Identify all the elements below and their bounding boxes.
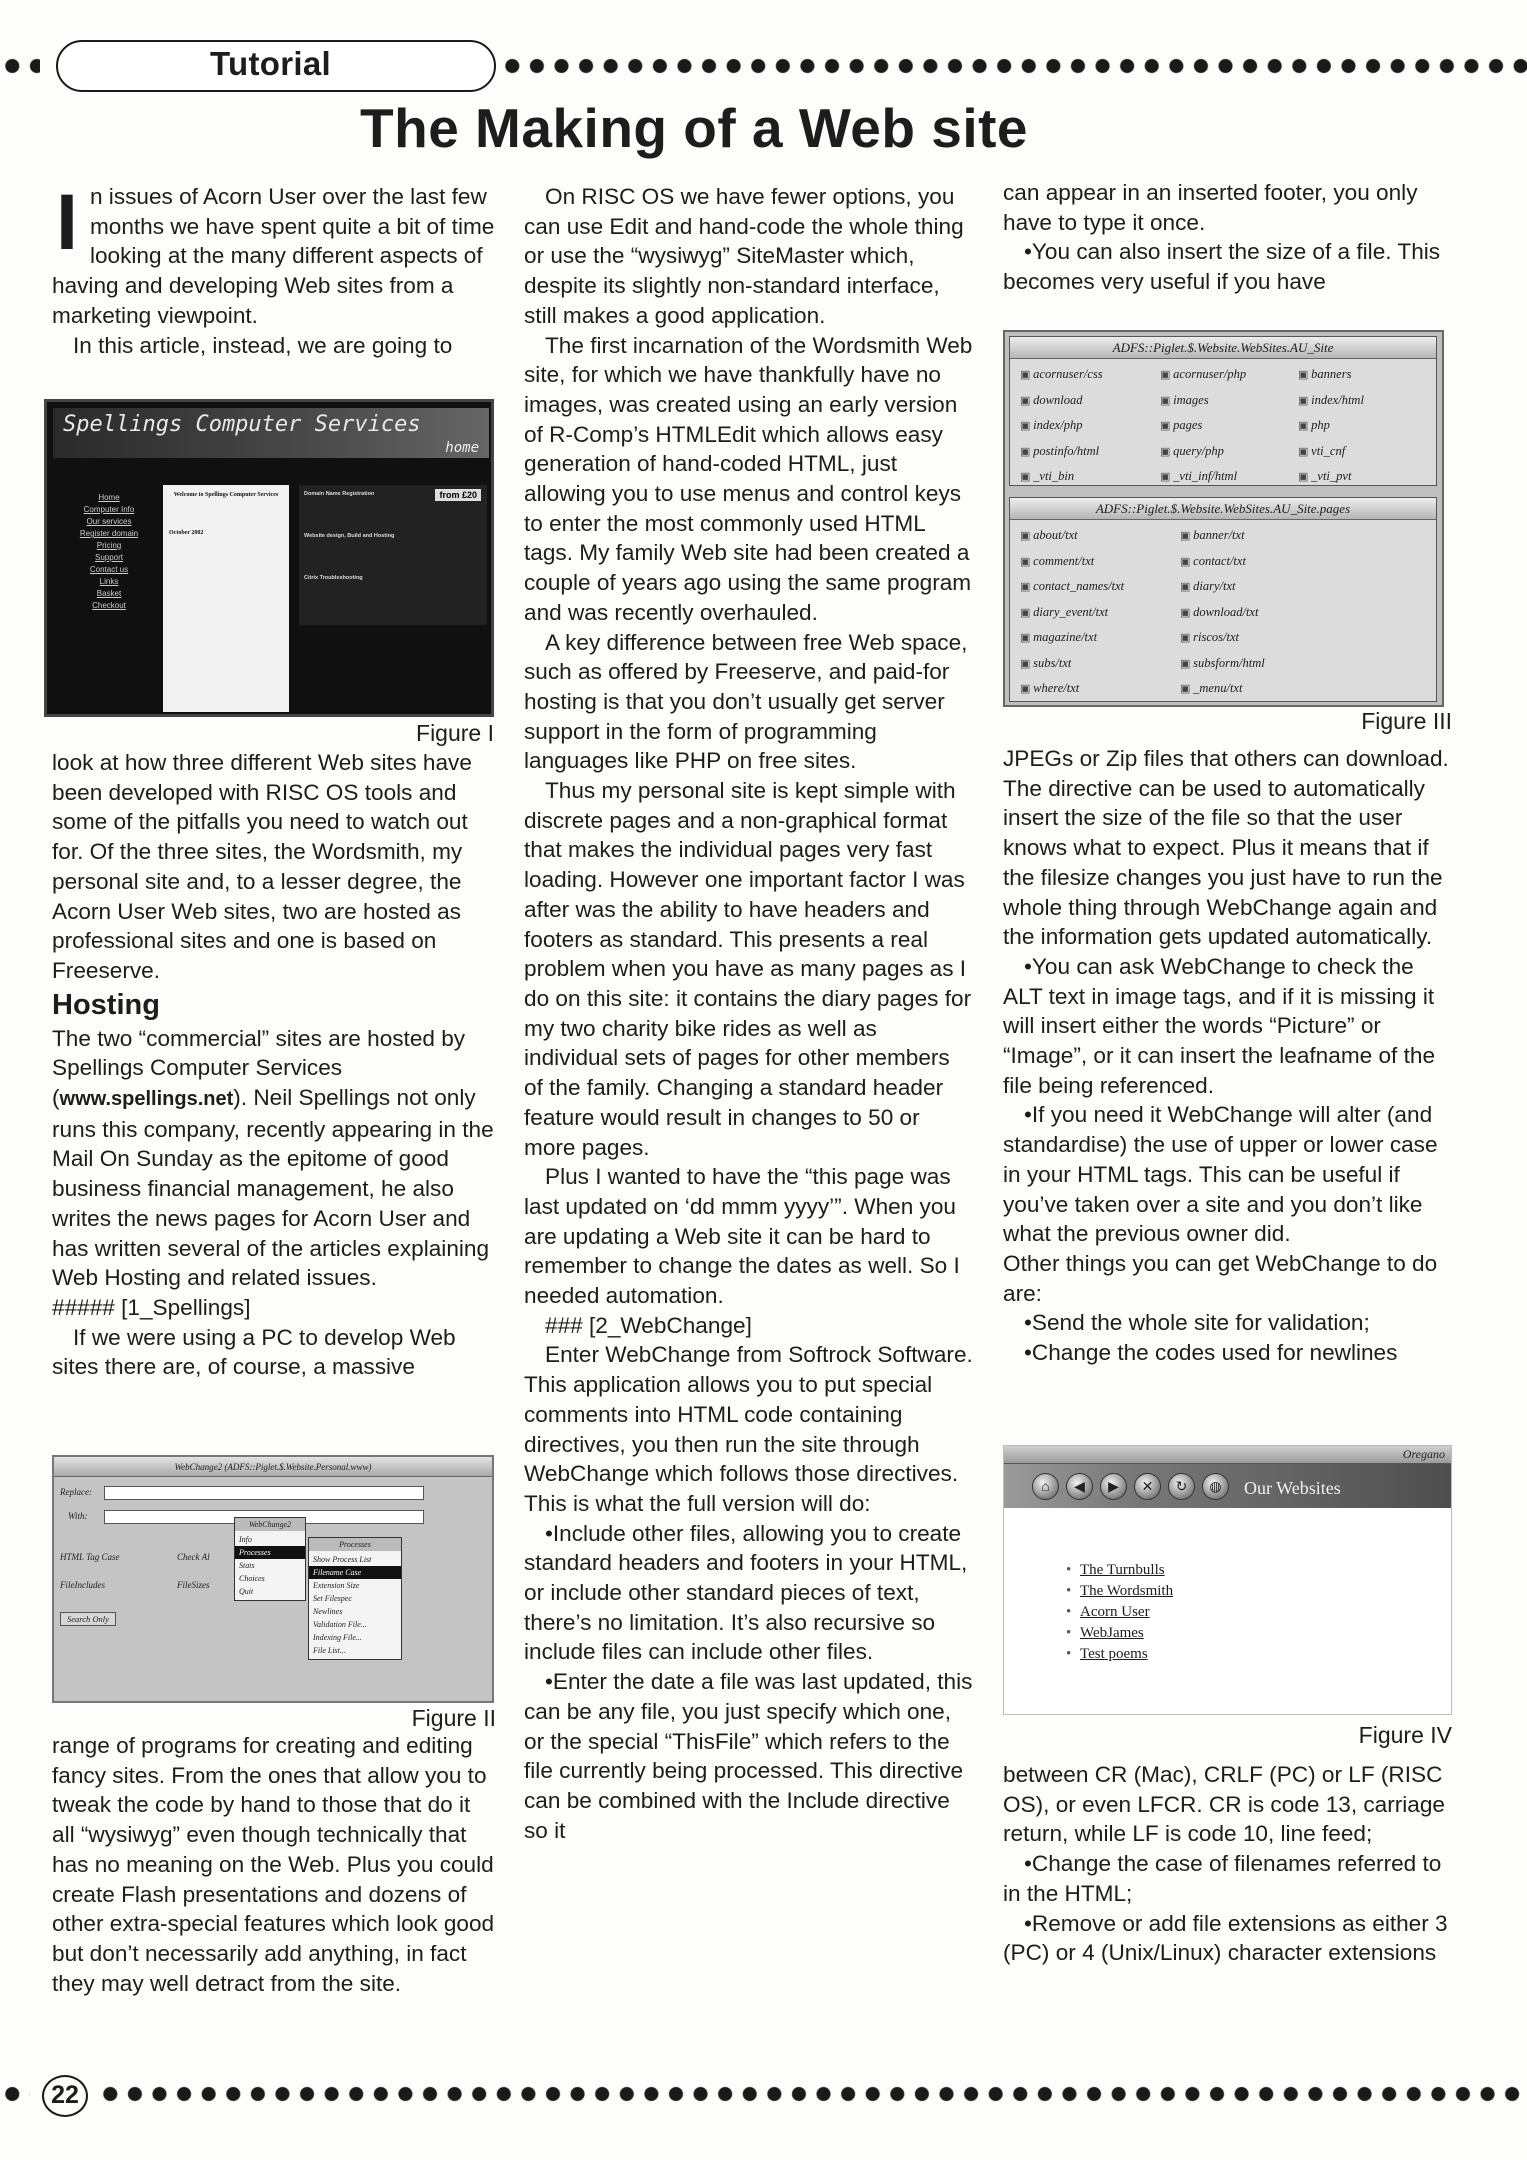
file-icon-item: ▣ php xyxy=(1298,413,1428,439)
website-link: • Test poems xyxy=(1066,1644,1173,1665)
menu-item: File List... xyxy=(313,1646,346,1655)
drop-cap: I xyxy=(56,182,78,266)
file-icon-item: ▣ index/php xyxy=(1020,413,1160,439)
menu-item: Indexing File... xyxy=(313,1633,362,1642)
marker: ##### [1_Spellings] xyxy=(52,1294,251,1320)
column-1-bottom xyxy=(52,1731,497,2031)
menu-item: Stats xyxy=(239,1561,255,1570)
column-3-top xyxy=(1003,178,1453,298)
processes-menu xyxy=(308,1537,402,1660)
file-icon-item: ▣ _vti_inf/html xyxy=(1160,464,1298,490)
file-icon-item: ▣ comment/txt xyxy=(1020,549,1180,575)
site-banner-title: Spellings Computer Services xyxy=(63,412,421,437)
heading-hosting: Hosting xyxy=(52,988,160,1021)
file-icon-item: ▣ subs/txt xyxy=(1020,651,1180,677)
home-icon: ⌂ xyxy=(1032,1473,1059,1500)
bullet-paragraph: •Send the whole site for validation; xyxy=(1024,1310,1370,1336)
file-icon-item: ▣ riscos/txt xyxy=(1180,625,1380,651)
site-nav-item: Contact us xyxy=(89,565,129,574)
paragraph: can appear in an inserted footer, you only have to type it once. xyxy=(1003,180,1418,235)
intro-paragraph: In issues of Acorn User over the last few months we have spent quite a bit of time looking at the many different aspects of having and developing Web sites from a marketing viewpoint. xyxy=(52,182,495,328)
site-price-badge: from £20 xyxy=(435,489,481,501)
option-label: FileIncludes xyxy=(60,1580,105,1590)
menu-item: Quit xyxy=(239,1587,254,1596)
site-nav-item: Support xyxy=(94,553,124,562)
file-icon-item: ▣ banner/txt xyxy=(1180,523,1380,549)
search-only-button: Search Only xyxy=(60,1612,116,1626)
bullet-paragraph: •Include other files, allowing you to create standard headers and footers in your HTML, or include other standard pieces of text, there’s no limitation. It’s also recursive so include files can include other files. xyxy=(524,1520,968,1665)
paragraph: Thus my personal site is kept simple with discrete pages and a non-graphical format that makes the individual pages very fast loading. However one important factor I was after was the ability to have headers and footers as standard. This presents a real problem when you have as many pages as I do on this site: it contains the diary pages for my two charity bike rides as well as individual sets of pages for other members of the family. Changing a standard header feature would result in changes to 50 or more pages. xyxy=(524,778,972,1160)
globe-icon: ◍ xyxy=(1202,1473,1229,1500)
browser-name: Oregano xyxy=(1402,1447,1445,1461)
browser-titlebar xyxy=(1004,1446,1451,1464)
bullet-paragraph: •You can also insert the size of a file. This becomes very useful if you have xyxy=(1003,239,1441,295)
bullet-paragraph: •If you need it WebChange will alter (and standardise) the use of upper or lower case in your HTML tags. This can be useful if you’ve taken over a site and you don’t like what the previous owner did. xyxy=(1003,1102,1438,1247)
file-icon-item: ▣ contact/txt xyxy=(1180,549,1380,575)
site-home-label: home xyxy=(445,440,479,456)
figure-3-caption: Figure III xyxy=(1361,708,1452,734)
url-link: www.spellings.net xyxy=(59,1088,234,1111)
paragraph: JPEGs or Zip files that others can download. The directive can be used to automatically insert the size of the file so that the user knows what to expect. Plus it means that if the filesize changes you just have to run the whole thing through WebChange again and the information gets updated automatically. xyxy=(1003,746,1449,950)
paragraph: between CR (Mac), CRLF (PC) or LF (RISC OS), or even LFCR. CR is code 13, carriage return, while LF is code 10, line feed; xyxy=(1003,1762,1446,1847)
site-nav-item: Basket xyxy=(96,589,122,598)
page-number: 22 xyxy=(42,2075,88,2117)
paragraph: Enter WebChange from Softrock Software. This application allows you to put special comments into HTML code containing directives, you then run the site through WebChange which follows those directives. This is what the full version will do: xyxy=(524,1342,973,1516)
marker: ### [2_WebChange] xyxy=(545,1312,752,1338)
site-service-heading: Website design, Build and Hosting xyxy=(304,533,395,539)
file-icon-item: ▣ _vti_bin xyxy=(1020,464,1160,490)
back-icon: ◀ xyxy=(1066,1473,1093,1500)
replace-label: Replace: xyxy=(60,1487,92,1497)
site-nav-item: Our services xyxy=(86,517,132,526)
file-icon-item: ▣ diary_event/txt xyxy=(1020,600,1180,626)
filer-window-title: ADFS::Piglet.$.Website.WebSites.AU_Site xyxy=(1010,337,1436,359)
header-dots-right xyxy=(500,57,1527,75)
bullet-paragraph: •You can ask WebChange to check the ALT text in image tags, and if it is missing it will insert either the words “Picture” or “Image”, or it can insert the leafname of the file being referenced. xyxy=(1003,953,1436,1098)
file-icon-item: ▣ download xyxy=(1020,388,1160,414)
bullet-paragraph: •Remove or add file extensions as either 3 (PC) or 4 (Unix/Linux) character extensions xyxy=(1003,1910,1448,1966)
menu-item: Info xyxy=(239,1535,252,1544)
file-icon-item: ▣ diary/txt xyxy=(1180,574,1380,600)
paragraph: range of programs for creating and editing fancy sites. From the ones that allow you to tweak the code by hand to those that do it all “wysiwyg” even though technically that has no meaning on the Web. Plus you could create Flash presentations and dozens of other extra-special features which look good but don’t necessarily add anything, in fact they may well detract from the site. xyxy=(52,1733,495,1996)
file-icon-item: ▣ pages xyxy=(1160,413,1298,439)
footer-dots-left xyxy=(0,2085,30,2103)
menu-item: Extension Size xyxy=(313,1581,360,1590)
file-icon-item: ▣ acornuser/css xyxy=(1020,362,1160,388)
stop-icon: ✕ xyxy=(1134,1473,1161,1500)
site-welcome-heading: Welcome to Spellings Computer Services xyxy=(173,492,279,498)
file-grid xyxy=(1010,520,1436,705)
site-nav xyxy=(59,492,159,692)
file-icon-item: ▣ about/txt xyxy=(1020,523,1180,549)
website-link: • Acorn User xyxy=(1066,1602,1173,1623)
figure-1-screenshot xyxy=(44,399,494,717)
site-nav-item: Links xyxy=(99,577,119,586)
menu-title: Processes xyxy=(309,1538,401,1551)
paragraph: If we were using a PC to develop Web sites there are, of course, a massive xyxy=(52,1324,456,1380)
figure-4-caption: Figure IV xyxy=(1358,1722,1452,1748)
menu-item: Choices xyxy=(239,1574,265,1583)
file-icon-item: ▣ _vti_pvt xyxy=(1298,464,1428,490)
bullet-paragraph: •Change the codes used for newlines xyxy=(1024,1340,1398,1366)
figure-2-screenshot xyxy=(52,1455,494,1703)
menu-item: Filename Case xyxy=(309,1566,401,1579)
bullet-paragraph: •Change the case of filenames referred to in the HTML; xyxy=(1003,1851,1442,1906)
site-nav-item: Checkout xyxy=(92,601,126,610)
paragraph: A key difference between free Web space, such as offered by Freeserve, and paid-for hosting is that you don’t usually get server support in the form of programming languages like PHP on free sites. xyxy=(524,629,968,774)
file-grid xyxy=(1010,359,1436,493)
reload-icon: ↻ xyxy=(1168,1473,1195,1500)
paragraph: Other things you can get WebChange to do are: xyxy=(1003,1250,1438,1306)
file-icon-item: ▣ where/txt xyxy=(1020,676,1180,702)
menu-title: WebChange2 xyxy=(235,1518,305,1531)
menu-item: Processes xyxy=(235,1546,305,1559)
menu-item: Newlines xyxy=(313,1607,343,1616)
column-3-middle xyxy=(1003,744,1453,1436)
website-links xyxy=(1066,1560,1173,1665)
filer-window-pages xyxy=(1009,497,1437,702)
website-link: • WebJames xyxy=(1066,1623,1173,1644)
option-label: FileSizes xyxy=(177,1580,210,1590)
menu-item: Show Process List xyxy=(313,1555,372,1564)
window-titlebar: WebChange2 (ADFS::Piglet.$.Website.Personal.www) xyxy=(54,1457,492,1477)
file-icon-item: ▣ contact_names/txt xyxy=(1020,574,1180,600)
filer-window-site xyxy=(1009,336,1437,486)
column-3-bottom xyxy=(1003,1760,1453,2032)
section-label: Tutorial xyxy=(210,45,331,82)
site-service-heading: Domain Name Registration xyxy=(304,491,375,497)
page-title: The Making of a Web site xyxy=(360,97,1029,159)
column-1-top xyxy=(52,182,497,394)
figure-4-screenshot xyxy=(1003,1445,1452,1715)
menu-item: Set Filespec xyxy=(313,1594,352,1603)
figure-1-caption: Figure I xyxy=(416,720,494,746)
website-link: • The Wordsmith xyxy=(1066,1581,1173,1602)
file-icon-item: ▣ banners xyxy=(1298,362,1428,388)
site-services-panel xyxy=(299,485,487,625)
browser-toolbar xyxy=(1004,1446,1451,1508)
paragraph: On RISC OS we have fewer options, you can use Edit and hand-code the whole thing or use the “wysiwyg” SiteMaster which, despite its slightly non-standard interface, still makes a good application. xyxy=(524,184,964,328)
option-label: Check Al xyxy=(177,1552,210,1562)
file-icon-item: ▣ index/html xyxy=(1298,388,1428,414)
site-nav-item: Home xyxy=(98,493,120,502)
with-label: With: xyxy=(68,1511,88,1521)
site-nav-item: Pricing xyxy=(96,541,122,550)
option-label: HTML Tag Case xyxy=(60,1552,120,1562)
file-icon-item: ▣ query/php xyxy=(1160,439,1298,465)
file-icon-item: ▣ postinfo/html xyxy=(1020,439,1160,465)
footer-dots-right xyxy=(98,2085,1527,2103)
column-2 xyxy=(524,182,974,2032)
page-heading: Our Websites xyxy=(1244,1478,1341,1498)
section-tab xyxy=(56,40,496,92)
site-news-date: October 2002 xyxy=(169,530,204,536)
file-icon-item: ▣ _menu/txt xyxy=(1180,676,1380,702)
site-nav-item: Register domain xyxy=(79,529,139,538)
figure-2-caption: Figure II xyxy=(411,1705,496,1731)
replace-field xyxy=(104,1486,424,1500)
figure-3-screenshot xyxy=(1003,330,1444,707)
file-icon-item: ▣ images xyxy=(1160,388,1298,414)
file-icon-item: ▣ acornuser/php xyxy=(1160,362,1298,388)
webchange-menu xyxy=(234,1517,306,1601)
menu-item: Validation File... xyxy=(313,1620,367,1629)
file-icon-item: ▣ download/txt xyxy=(1180,600,1380,626)
filer-window-title: ADFS::Piglet.$.Website.WebSites.AU_Site.pages xyxy=(1010,498,1436,520)
header-dots-left xyxy=(0,57,40,75)
paragraph: Plus I wanted to have the “this page was last updated on ‘dd mmm yyyy’”. When you are updating a Web site it can be hard to remember to change the dates as well. So I needed automation. xyxy=(524,1164,960,1309)
site-banner xyxy=(53,408,489,458)
site-nav-item: Computer Info xyxy=(83,505,135,514)
paragraph: The two “commercial” sites are hosted by Spellings Computer Services (www.spellings.net). Neil Spellings not only runs this company, recently appearing in the Mail On Sunday as the epitome of good business financial management, he also writes the news pages for Acorn User and has written several of the articles explaining Web Hosting and related issues. xyxy=(52,1025,494,1291)
file-icon-item: ▣ magazine/txt xyxy=(1020,625,1180,651)
file-icon-item: ▣ subsform/html xyxy=(1180,651,1380,677)
bullet-paragraph: •Enter the date a file was last updated, this can be any file, you just specify which one, or the special “ThisFile” which refers to the file currently being processed. This directive can be combined with the Include directive so it xyxy=(524,1669,973,1843)
site-service-heading: Citrix Troubleshooting xyxy=(304,575,363,581)
paragraph: In this article, instead, we are going to xyxy=(73,332,453,358)
paragraph: look at how three different Web sites have been developed with RISC OS tools and some of the pitfalls you need to watch out for. Of the three sites, the Wordsmith, my personal site and, to a lesser degree, the Acorn User Web sites, two are hosted as professional sites and one is based on Freeserve. xyxy=(52,750,472,983)
column-1-middle xyxy=(52,748,497,1450)
file-icon-item: ▣ vti_cnf xyxy=(1298,439,1428,465)
paragraph: The first incarnation of the Wordsmith Web site, for which we have thankfully have no images, was created using an early version of R-Comp’s HTMLEdit which allows easy generation of hand-coded HTML, just allowing you to use menus and control keys to enter the most commonly used HTML tags. My family Web site had been created a couple of years ago using the same program and was recently overhauled. xyxy=(524,332,973,625)
website-link: • The Turnbulls xyxy=(1066,1560,1173,1581)
forward-icon: ▶ xyxy=(1100,1473,1127,1500)
site-welcome-panel xyxy=(163,485,289,712)
